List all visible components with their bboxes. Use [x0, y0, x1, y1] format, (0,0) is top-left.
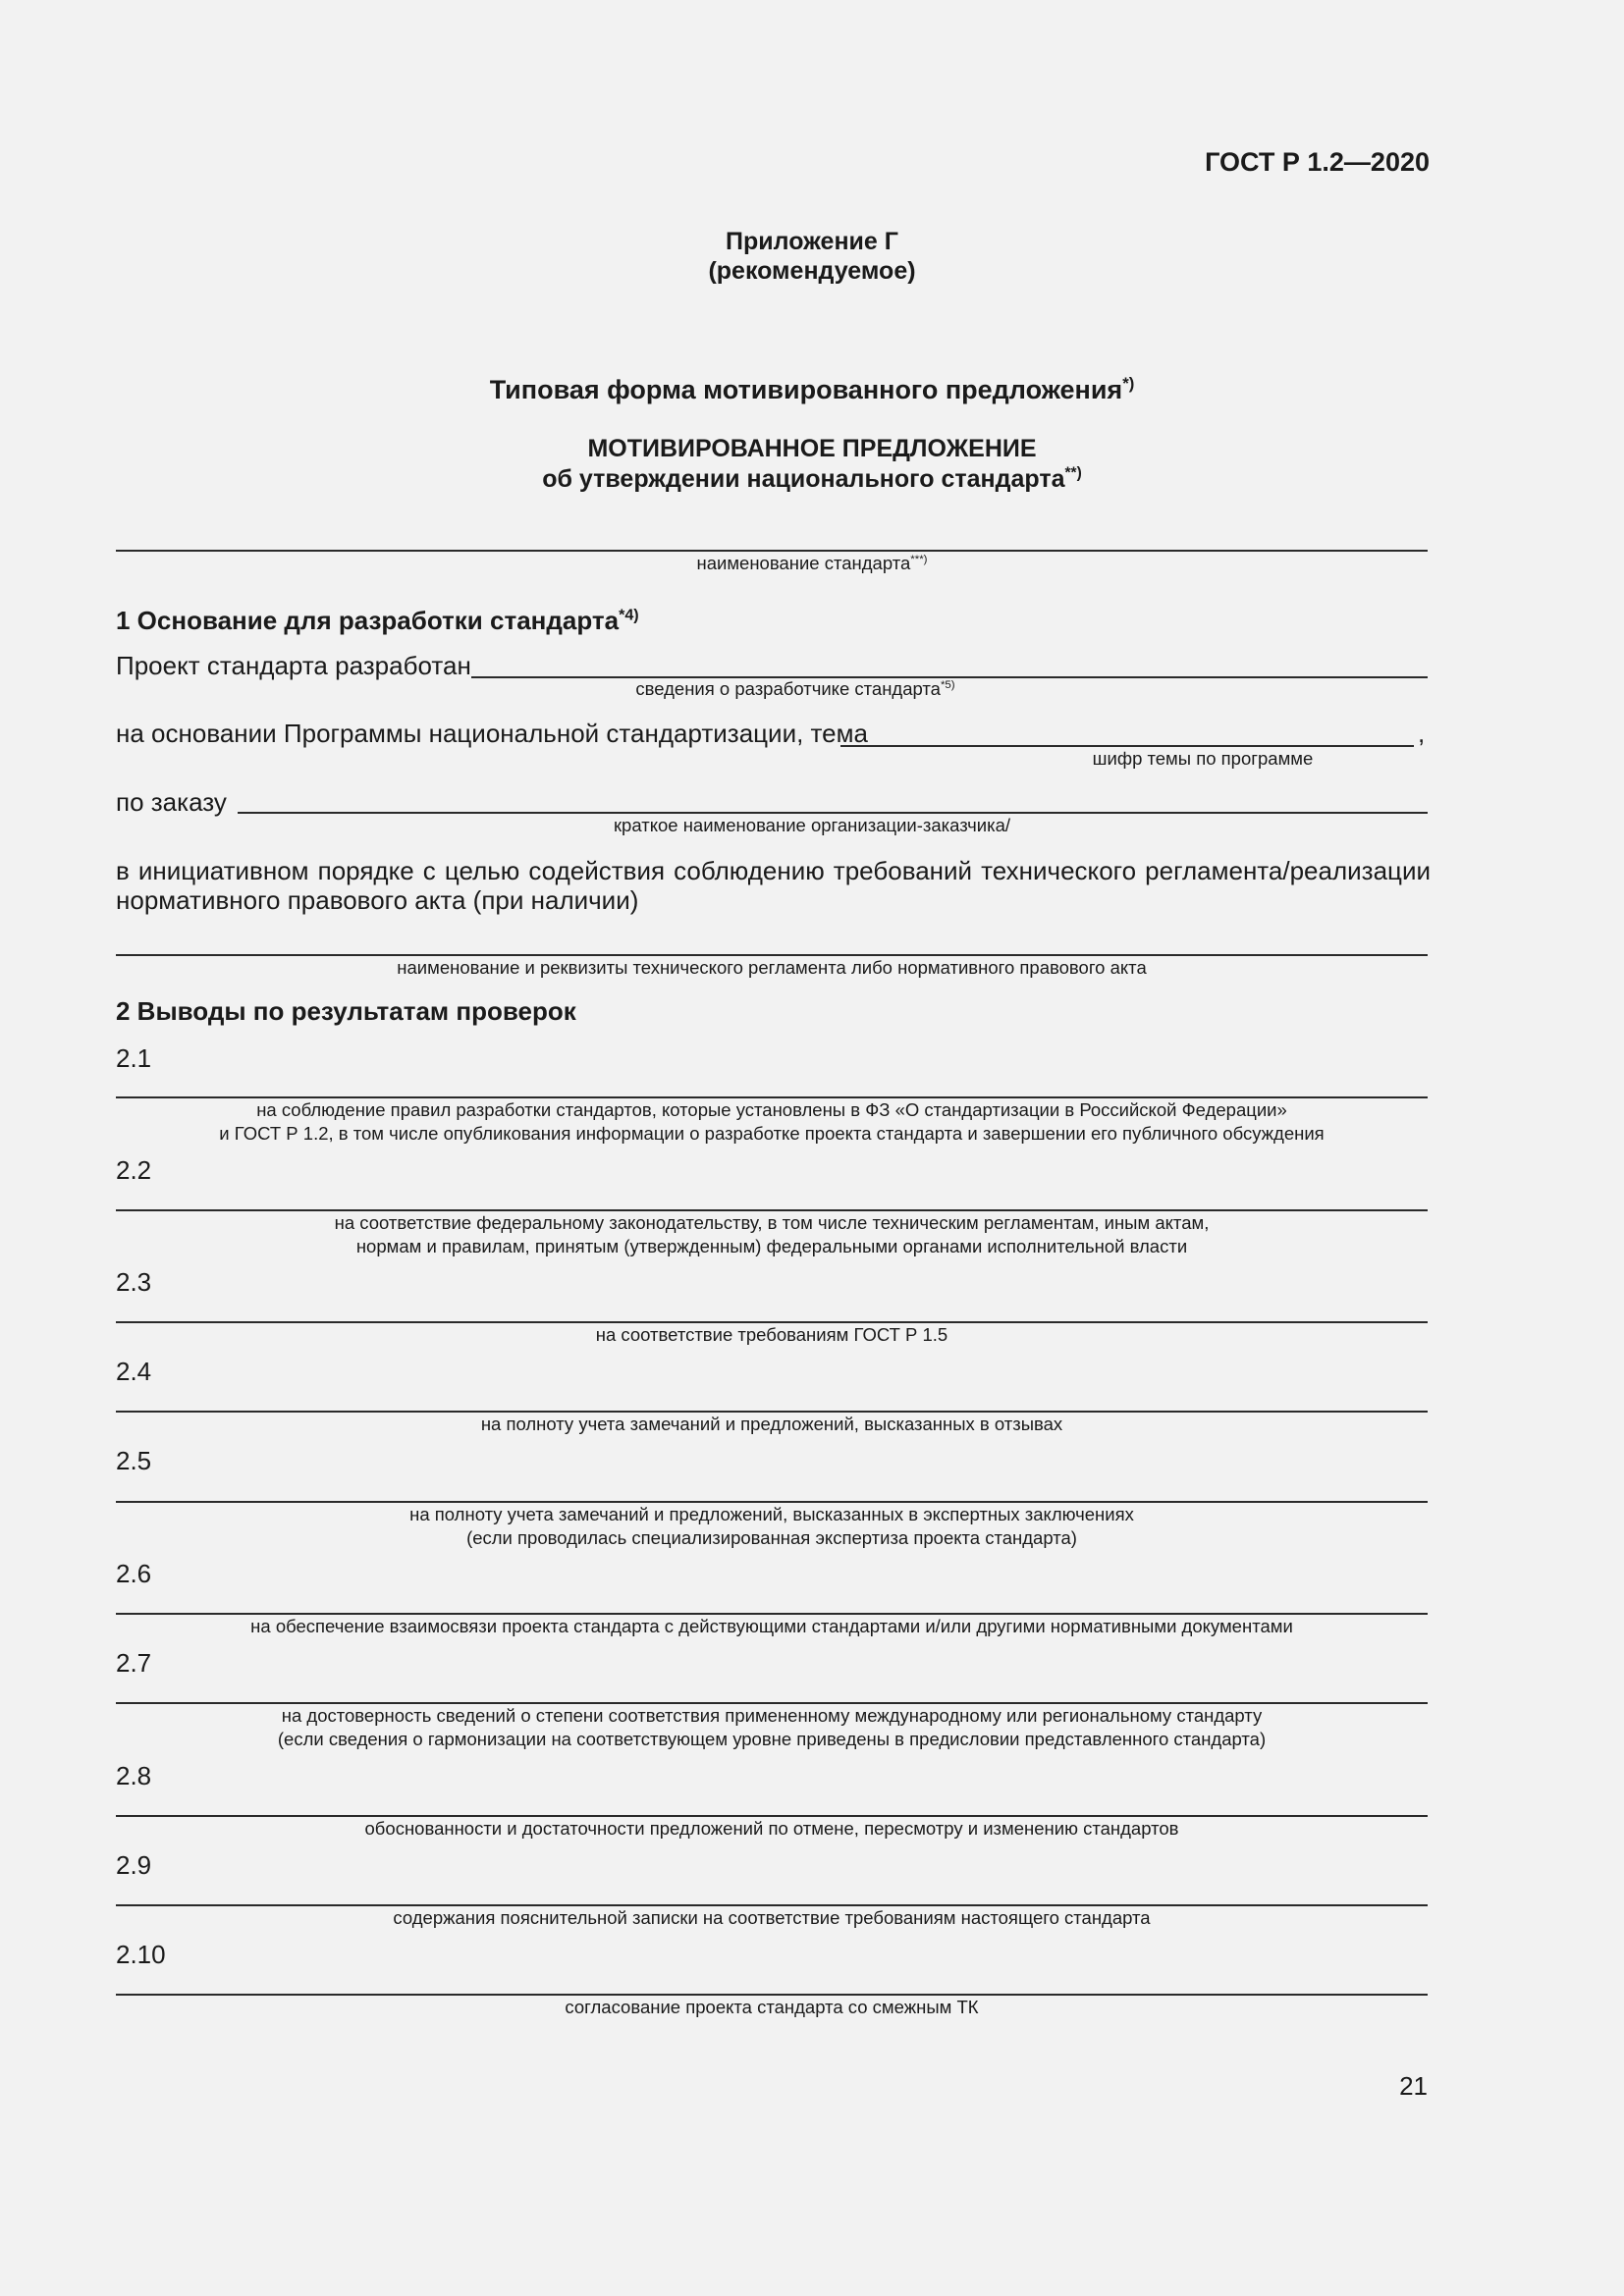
heading-line1: МОТИВИРОВАННОЕ ПРЕДЛОЖЕНИЕ	[587, 435, 1037, 462]
regulation-caption: наименование и реквизиты технического регламента либо нормативного правового акта	[397, 957, 1147, 978]
item-caption-line1: на обеспечение взаимосвязи проекта стандарта с действующими стандартами и/или другими нормативными документами	[250, 1616, 1293, 1636]
item-caption-line1: согласование проекта стандарта со смежным ТК	[565, 1997, 979, 2017]
item-number: 2.4	[116, 1357, 152, 1386]
program-comma: ,	[1418, 719, 1426, 748]
appendix-status: (рекомендуемое)	[708, 257, 916, 285]
appendix-title: Приложение Г	[726, 228, 898, 255]
developer-label: Проект стандарта разработан	[116, 651, 471, 680]
item-number: 2.7	[116, 1648, 152, 1678]
program-caption: шифр темы по программе	[1092, 748, 1314, 769]
item-caption	[116, 1503, 1428, 1550]
standard-name-note: ***)	[910, 553, 928, 565]
item-number: 2.1	[116, 1043, 152, 1073]
item-caption	[116, 1615, 1428, 1638]
item-caption-line2: нормам и правилам, принятым (утвержденным) федеральными органами исполнительной власти	[355, 1236, 1188, 1256]
item-caption	[116, 1211, 1428, 1258]
item-number: 2.5	[116, 1446, 152, 1475]
page-number: 21	[1399, 2071, 1428, 2101]
item-number: 2.8	[116, 1761, 152, 1790]
standard-name-caption	[0, 552, 1624, 575]
item-caption-line1: на полноту учета замечаний и предложений, высказанных в отзывах	[480, 1414, 1063, 1434]
heading-line2	[0, 465, 1624, 494]
item-caption	[116, 1906, 1428, 1930]
item-caption-line2: (если сведения о гармонизации на соответствующем уровне приведены в предисловии представленного стандарта)	[277, 1729, 1267, 1749]
section2-title: 2 Выводы по результатам проверок	[116, 996, 576, 1026]
item-caption-line2: и ГОСТ Р 1.2, в том числе опубликования информации о разработке проекта стандарта и завершении его публичного обсуждения	[219, 1123, 1325, 1144]
initiative-line1: в инициативном порядке с целью содействия соблюдению требований технического регламента/реализации	[116, 856, 1431, 885]
item-caption-line2: (если проводилась специализированная экспертиза проекта стандарта)	[466, 1527, 1077, 1548]
standard-name-caption-text: наименование стандарта	[696, 553, 911, 573]
heading-line2-text: об утверждении национального стандарта	[542, 465, 1065, 493]
order-label: по заказу	[116, 787, 227, 817]
section1-title-text: 1 Основание для разработки стандарта	[116, 606, 620, 635]
item-number: 2.9	[116, 1850, 152, 1880]
developer-caption-text: сведения о разработчике стандарта	[635, 678, 941, 699]
item-caption	[116, 1098, 1428, 1146]
form-title	[0, 375, 1624, 405]
document-code: ГОСТ Р 1.2—2020	[1205, 147, 1430, 177]
item-caption-line1: на достоверность сведений о степени соответствия примененному международному или региональному стандарту	[281, 1705, 1263, 1726]
item-number: 2.10	[116, 1940, 166, 1969]
heading-note: **)	[1064, 464, 1082, 482]
item-caption	[116, 1817, 1428, 1841]
item-caption-line1: на соблюдение правил разработки стандартов, которые установлены в ФЗ «О стандартизации в Российской Федерации»	[256, 1099, 1287, 1120]
item-caption	[116, 1413, 1428, 1436]
initiative-line2: нормативного правового акта (при наличии)	[116, 885, 639, 915]
form-title-note: *)	[1122, 374, 1135, 393]
item-caption	[116, 1704, 1428, 1751]
item-caption-line1: на соответствие федеральному законодательству, в том числе техническим регламентам, иным актам,	[334, 1212, 1210, 1233]
item-caption-line1: содержания пояснительной записки на соответствие требованиям настоящего стандарта	[393, 1907, 1151, 1928]
developer-note: *5)	[940, 678, 955, 691]
form-title-text: Типовая форма мотивированного предложения	[489, 375, 1123, 404]
item-caption	[116, 1323, 1428, 1347]
item-caption-line1: обоснованности и достаточности предложений по отмене, пересмотру и изменению стандартов	[364, 1818, 1179, 1839]
item-number: 2.2	[116, 1155, 152, 1185]
section1-title	[116, 606, 639, 636]
item-number: 2.6	[116, 1559, 152, 1588]
item-caption	[116, 1996, 1428, 2019]
program-label: на основании Программы национальной стандартизации, тема	[116, 719, 868, 748]
initiative-paragraph	[116, 856, 1431, 915]
section1-note: *4)	[619, 606, 639, 624]
item-caption-line1: на соответствие требованиям ГОСТ Р 1.5	[595, 1324, 948, 1345]
order-caption: краткое наименование организации-заказчика/	[613, 815, 1011, 835]
developer-caption	[471, 677, 1119, 701]
item-number: 2.3	[116, 1267, 152, 1297]
item-caption-line1: на полноту учета замечаний и предложений, высказанных в экспертных заключениях	[409, 1504, 1134, 1524]
